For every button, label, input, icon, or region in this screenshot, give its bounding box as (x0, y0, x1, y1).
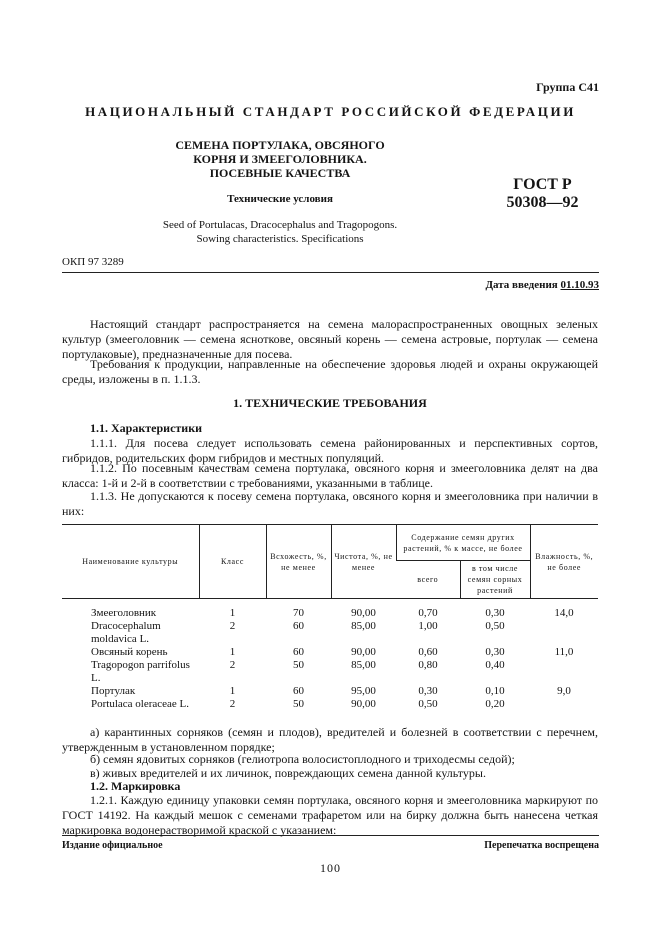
header-other-seeds: Содержание семян других растений, % к массе, не более (396, 525, 530, 561)
purity-cell: 90,00 (351, 697, 376, 710)
table-row (62, 698, 598, 711)
title-line: ПОСЕВНЫЕ КАЧЕСТВА (209, 166, 351, 180)
intro-paragraph: Настоящий стандарт распространяется на семена малораспространенных овощных зеленых культур (змееголовник — семена ясноткове, овсяный корень — семена астровые, портулак — семена портулаковые), предназначенные для посева. (62, 317, 598, 361)
total-cell: 0,50 (418, 697, 438, 710)
title-line: КОРНЯ И ЗМЕЕГОЛОВНИКА. (193, 152, 367, 166)
total-cell: 0,70 (418, 606, 438, 619)
paragraph-1-2-1: 1.2.1. Каждую единицу упаковки семян портулака, овсяного корня и змееголовника маркируют по ГОСТ 14192. На каждый мешок с семенами трафаретом или на бирку должна быть нанесена четкая маркировка водонерастворимой краской с указанием: (62, 793, 598, 837)
class-cell: 1 (229, 645, 236, 658)
moisture-cell: 11,0 (554, 645, 574, 658)
class-cell: 2 (229, 697, 236, 710)
table-body (62, 599, 598, 711)
table-row (62, 646, 598, 659)
divider (62, 272, 599, 273)
exclusion-item-b: б) семян ядовитых сорняков (гелиотропа волосистоплодного и триходесмы седой); (90, 752, 515, 766)
page-number: 100 (320, 861, 341, 875)
introduction-date (485, 279, 599, 291)
purity-cell: 95,00 (351, 684, 376, 697)
english-line: Sowing characteristics. Specifications (196, 233, 364, 245)
exclusion-item-a: а) карантинных сорняков (семян и плодов), вредителей и болезней в соответствии с перечнем, утвержденным в установленном порядке; (62, 725, 598, 754)
national-standard-heading: НАЦИОНАЛЬНЫЙ СТАНДАРТ РОССИЙСКОЙ ФЕДЕРАЦИИ (85, 104, 576, 119)
gost-label: ГОСТ Р (513, 176, 572, 193)
group-code: Группа С41 (536, 80, 599, 94)
germination-cell: 50 (293, 697, 304, 710)
weeds-cell: 0,30 (485, 606, 505, 619)
culture-latin-name: Dracocephalum moldavica L. (91, 619, 161, 645)
class-cell: 1 (229, 606, 236, 619)
weeds-cell: 0,30 (485, 645, 505, 658)
gost-number (495, 176, 590, 212)
germination-cell: 60 (293, 619, 304, 632)
germination-cell: 70 (293, 606, 304, 619)
total-cell: 1,00 (418, 619, 438, 632)
okp-code: ОКП 97 3289 (62, 256, 124, 268)
total-cell: 0,80 (418, 658, 438, 671)
total-cell: 0,30 (418, 684, 438, 697)
official-edition-note: Издание официальное (62, 840, 163, 851)
intro-paragraph: Требования к продукции, направленные на обеспечение здоровья людей и охраны окружающей среды, изложены в п. 1.1.3. (62, 357, 598, 386)
document-title (140, 138, 420, 180)
table-row (62, 659, 598, 685)
culture-name: Портулак (91, 684, 136, 697)
class-cell: 1 (229, 684, 236, 697)
weeds-cell: 0,20 (485, 697, 505, 710)
purity-cell: 90,00 (351, 645, 376, 658)
paragraph-1-1-3: 1.1.3. Не допускаются к посеву семена портулака, овсяного корня и змееголовника при наличии в них: (62, 489, 598, 518)
subsection-heading: 1.1. Характеристики (90, 421, 203, 435)
header-weed-seeds: в том числе семян сорных растений (460, 561, 530, 599)
moisture-cell: 14,0 (554, 606, 574, 619)
introduction-date-value: 01.10.93 (560, 279, 599, 291)
header-class: Класс (199, 525, 266, 599)
weeds-cell: 0,50 (485, 619, 505, 632)
table-row (62, 620, 598, 646)
table-row (62, 685, 598, 698)
class-cell: 2 (229, 619, 236, 632)
purity-cell: 85,00 (351, 619, 376, 632)
title-line: СЕМЕНА ПОРТУЛАКА, ОВСЯНОГО (175, 138, 385, 152)
paragraph-1-1-2: 1.1.2. По посевным качествам семена портулака, овсяного корня и змееголовника делят на два класса: 1-й и 2-й в соответствии с требованиями, указанными в таблице. (62, 461, 598, 490)
header-germination: Всхожесть, %, не менее (266, 525, 331, 599)
culture-name: Овсяный корень (91, 645, 168, 658)
germination-cell: 50 (293, 658, 304, 671)
germination-cell: 60 (293, 684, 304, 697)
header-purity: Чистота, %, не менее (331, 525, 396, 599)
gost-code: 50308—92 (506, 194, 579, 211)
culture-name: Змееголовник (91, 606, 157, 619)
exclusion-item-c: в) живых вредителей и их личинок, повреждающих семена данной культуры. (90, 766, 486, 780)
culture-latin-name: Portulaca oleraceae L. (91, 697, 190, 710)
footer-divider (62, 835, 599, 836)
moisture-cell: 9,0 (557, 684, 571, 697)
introduction-date-label: Дата введения (485, 279, 558, 291)
header-total: всего (396, 561, 460, 599)
class-cell: 2 (229, 658, 236, 671)
total-cell: 0,60 (418, 645, 438, 658)
section-heading: 1. ТЕХНИЧЕСКИЕ ТРЕБОВАНИЯ (233, 396, 427, 410)
purity-cell: 85,00 (351, 658, 376, 671)
weeds-cell: 0,40 (485, 658, 505, 671)
header-culture-name: Наименование культуры (62, 525, 199, 599)
header-moisture: Влажность, %, не более (530, 525, 598, 599)
requirements-table (62, 524, 598, 711)
purity-cell: 90,00 (351, 606, 376, 619)
weeds-cell: 0,10 (485, 684, 505, 697)
document-subtitle: Технические условия (227, 193, 333, 205)
table-row (62, 607, 598, 620)
reprint-prohibited-note: Перепечатка воспрещена (484, 840, 599, 851)
english-title (120, 218, 440, 246)
culture-latin-name: Tragopogon parrifolus L. (91, 658, 190, 684)
paragraph-1-1-1: 1.1.1. Для посева следует использовать семена районированных и перспективных сортов, гибридов, родительских форм гибридов и местных популяций. (62, 436, 598, 465)
english-line: Seed of Portulacas, Dracocephalus and Tragopogons. (162, 219, 398, 231)
germination-cell: 60 (293, 645, 304, 658)
subsection-heading: 1.2. Маркировка (90, 779, 181, 793)
